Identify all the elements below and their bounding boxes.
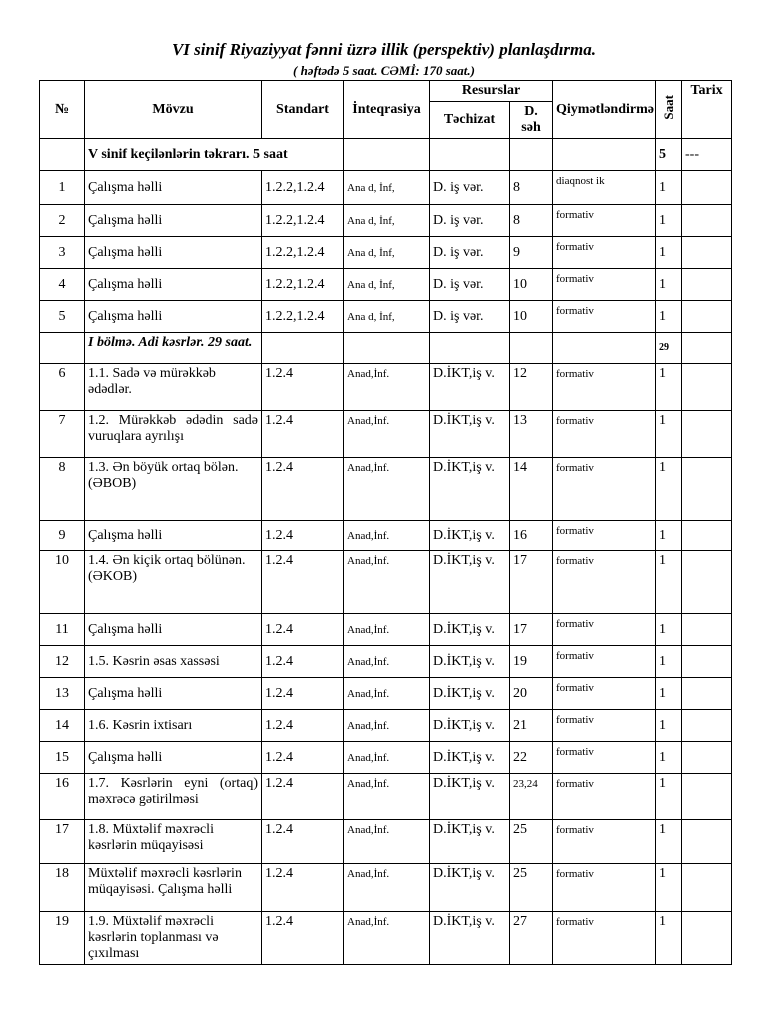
row-equipment: D.İKT,iş v.	[430, 646, 510, 678]
table-row	[40, 864, 732, 912]
row-integration: Anad,İnf.	[344, 411, 430, 458]
row-standard: 1.2.2,1.2.4	[262, 205, 344, 237]
row-date	[682, 237, 732, 269]
row-topic-text: 1.3. Ən böyük ortaq bölən.	[88, 460, 239, 475]
row-hours: 1	[656, 551, 682, 614]
table-row	[40, 646, 732, 678]
page-subtitle: ( həftədə 5 saat. CƏMİ: 170 saat.)	[293, 63, 475, 78]
row-page: 21	[510, 710, 553, 742]
row-standard: 1.2.4	[262, 364, 344, 411]
row-date	[682, 710, 732, 742]
page-title: VI sinif Riyaziyyat fənni üzrə illik (perspektiv) planlaşdırma.	[171, 40, 597, 59]
row-integration: Anad,İnf.	[344, 364, 430, 411]
header-saat	[656, 81, 682, 139]
row-standard: 1.2.4	[262, 912, 344, 965]
row-equipment: D. iş vər.	[430, 237, 510, 269]
row-number: 6	[40, 364, 85, 411]
row-number: 2	[40, 205, 85, 237]
row-hours: 1	[656, 820, 682, 864]
row-equipment: D.İKT,iş v.	[430, 364, 510, 411]
table-row	[40, 237, 732, 269]
row-hours: 1	[656, 710, 682, 742]
row-assessment: formativ	[553, 237, 656, 269]
row-equipment: D.İKT,iş v.	[430, 411, 510, 458]
row-date	[682, 678, 732, 710]
row-integration: Anad,İnf.	[344, 820, 430, 864]
row-standard: 1.2.4	[262, 710, 344, 742]
section-row-review	[40, 139, 732, 171]
row-equipment: D.İKT,iş v.	[430, 774, 510, 820]
row-date	[682, 411, 732, 458]
section-title: I bölmə. Adi kəsrlər. 29 saat.	[85, 333, 262, 364]
row-date	[682, 171, 732, 205]
table-row	[40, 269, 732, 301]
row-number: 17	[40, 820, 85, 864]
row-date	[682, 458, 732, 521]
row-hours: 1	[656, 774, 682, 820]
row-standard: 1.2.4	[262, 458, 344, 521]
row-topic: Çalışma həlli	[85, 269, 262, 301]
row-assessment: diaqnost ik	[553, 171, 656, 205]
row-assessment: formativ	[553, 820, 656, 864]
row-date	[682, 521, 732, 551]
row-hours: 1	[656, 364, 682, 411]
row-hours: 1	[656, 411, 682, 458]
row-page: 14	[510, 458, 553, 521]
row-integration: Ana d, İnf,	[344, 237, 430, 269]
row-topic: Çalışma həlli	[85, 301, 262, 333]
header-dseh-line1: D.	[524, 104, 538, 119]
row-date	[682, 269, 732, 301]
row-integration: Ana d, İnf,	[344, 205, 430, 237]
row-integration: Anad,İnf.	[344, 521, 430, 551]
row-equipment: D. iş vər.	[430, 269, 510, 301]
row-page: 17	[510, 551, 553, 614]
row-date	[682, 646, 732, 678]
row-topic-abbr: (ƏBOB)	[88, 476, 137, 491]
row-standard: 1.2.4	[262, 742, 344, 774]
row-integration: Anad,İnf.	[344, 614, 430, 646]
row-equipment: D.İKT,iş v.	[430, 551, 510, 614]
row-integration: Anad,İnf.	[344, 458, 430, 521]
row-equipment: D.İKT,iş v.	[430, 742, 510, 774]
row-integration: Anad,İnf.	[344, 864, 430, 912]
row-integration: Anad,İnf.	[344, 551, 430, 614]
row-equipment: D.İKT,iş v.	[430, 458, 510, 521]
table-row	[40, 742, 732, 774]
row-equipment: D.İKT,iş v.	[430, 912, 510, 965]
header-resurslar: Resurslar	[430, 81, 553, 102]
row-equipment: D.İKT,iş v.	[430, 864, 510, 912]
table-row	[40, 774, 732, 820]
row-topic: 1.9. Müxtəlif məxrəcli kəsrlərin toplanması və çıxılması	[85, 912, 262, 965]
row-integration: Ana d, İnf,	[344, 301, 430, 333]
row-number: 8	[40, 458, 85, 521]
row-date	[682, 551, 732, 614]
row-topic: Müxtəlif məxrəcli kəsrlərin müqayisəsi. Çalışma həlli	[85, 864, 262, 912]
table-row	[40, 912, 732, 965]
row-topic: 1.8. Müxtəlif məxrəcli kəsrlərin müqayisəsi	[85, 820, 262, 864]
row-page: 17	[510, 614, 553, 646]
row-standard: 1.2.4	[262, 411, 344, 458]
row-page: 13	[510, 411, 553, 458]
row-assessment: formativ	[553, 912, 656, 965]
row-hours: 1	[656, 614, 682, 646]
row-integration: Anad,İnf.	[344, 912, 430, 965]
row-topic: Çalışma həlli	[85, 678, 262, 710]
row-date	[682, 364, 732, 411]
row-number: 12	[40, 646, 85, 678]
row-standard: 1.2.4	[262, 774, 344, 820]
row-page: 8	[510, 205, 553, 237]
header-row-1	[40, 81, 732, 102]
row-standard: 1.2.4	[262, 521, 344, 551]
row-standard: 1.2.4	[262, 614, 344, 646]
row-equipment: D.İKT,iş v.	[430, 614, 510, 646]
section-title: V sinif keçilənlərin təkrarı. 5 saat	[85, 139, 344, 171]
table-row	[40, 614, 732, 646]
section-row-fractions	[40, 333, 732, 364]
row-page: 12	[510, 364, 553, 411]
row-number: 4	[40, 269, 85, 301]
row-hours: 1	[656, 912, 682, 965]
row-assessment: formativ	[553, 364, 656, 411]
row-page: 10	[510, 301, 553, 333]
row-integration: Ana d, İnf,	[344, 171, 430, 205]
row-assessment: formativ	[553, 710, 656, 742]
row-standard: 1.2.2,1.2.4	[262, 301, 344, 333]
section-saat: 5	[656, 139, 682, 171]
row-assessment: formativ	[553, 301, 656, 333]
table-row	[40, 678, 732, 710]
row-page: 10	[510, 269, 553, 301]
row-number: 11	[40, 614, 85, 646]
row-topic: Çalışma həlli	[85, 521, 262, 551]
row-hours: 1	[656, 458, 682, 521]
table-row	[40, 458, 732, 521]
row-page: 19	[510, 646, 553, 678]
row-assessment: formativ	[553, 458, 656, 521]
row-page: 16	[510, 521, 553, 551]
row-hours: 1	[656, 646, 682, 678]
header-movzu: Mövzu	[85, 81, 262, 139]
row-standard: 1.2.4	[262, 646, 344, 678]
row-topic: 1.1. Sadə və mürəkkəb ədədlər.	[85, 364, 262, 411]
plan-table	[39, 80, 732, 965]
row-standard: 1.2.2,1.2.4	[262, 171, 344, 205]
row-hours: 1	[656, 864, 682, 912]
row-number: 7	[40, 411, 85, 458]
row-topic: Çalışma həlli	[85, 237, 262, 269]
row-hours: 1	[656, 205, 682, 237]
row-topic: Çalışma həlli	[85, 205, 262, 237]
row-number: 9	[40, 521, 85, 551]
row-equipment: D.İKT,iş v.	[430, 678, 510, 710]
row-number: 10	[40, 551, 85, 614]
row-assessment: formativ	[553, 614, 656, 646]
row-topic: Çalışma həlli	[85, 742, 262, 774]
table-row	[40, 301, 732, 333]
table-row	[40, 411, 732, 458]
row-page: 25	[510, 820, 553, 864]
header-num: №	[40, 81, 85, 139]
row-integration: Anad,İnf.	[344, 646, 430, 678]
row-assessment: formativ	[553, 411, 656, 458]
header-standart: Standart	[262, 81, 344, 139]
header-inteqrasiya: İnteqrasiya	[344, 81, 430, 139]
row-equipment: D. iş vər.	[430, 205, 510, 237]
row-hours: 1	[656, 237, 682, 269]
row-topic-text: 1.4. Ən kiçik ortaq bölünən.	[88, 553, 246, 568]
row-number: 19	[40, 912, 85, 965]
row-number: 15	[40, 742, 85, 774]
row-date	[682, 742, 732, 774]
row-date	[682, 864, 732, 912]
row-standard: 1.2.4	[262, 820, 344, 864]
header-tarix: Tarix	[682, 81, 732, 139]
row-integration: Ana d, İnf,	[344, 269, 430, 301]
table-row	[40, 710, 732, 742]
row-assessment: formativ	[553, 205, 656, 237]
row-integration: Anad,İnf.	[344, 678, 430, 710]
header-dseh	[510, 102, 553, 139]
header-dseh-line2: səh	[521, 120, 541, 135]
row-date	[682, 205, 732, 237]
row-standard: 1.2.4	[262, 551, 344, 614]
row-integration: Anad,İnf.	[344, 710, 430, 742]
row-topic	[85, 458, 262, 521]
row-topic: Çalışma həlli	[85, 614, 262, 646]
header-qiymetlendirme: Qiymətləndirmə	[553, 81, 656, 139]
row-page: 25	[510, 864, 553, 912]
row-date	[682, 301, 732, 333]
row-topic: 1.5. Kəsrin əsas xassəsi	[85, 646, 262, 678]
row-equipment: D. iş vər.	[430, 171, 510, 205]
table-row	[40, 820, 732, 864]
header-techizat: Təchizat	[430, 102, 510, 139]
row-page: 27	[510, 912, 553, 965]
row-integration: Anad,İnf.	[344, 774, 430, 820]
row-number: 18	[40, 864, 85, 912]
table-row	[40, 521, 732, 551]
row-number: 13	[40, 678, 85, 710]
row-date	[682, 912, 732, 965]
row-date	[682, 820, 732, 864]
section-tarix: ---	[682, 139, 732, 171]
row-standard: 1.2.4	[262, 864, 344, 912]
row-equipment: D.İKT,iş v.	[430, 820, 510, 864]
row-equipment: D.İKT,iş v.	[430, 710, 510, 742]
row-page: 20	[510, 678, 553, 710]
table-row	[40, 364, 732, 411]
header-saat-label: Saat	[660, 94, 676, 120]
row-hours: 1	[656, 742, 682, 774]
row-number: 5	[40, 301, 85, 333]
row-hours: 1	[656, 269, 682, 301]
row-hours: 1	[656, 301, 682, 333]
row-assessment: formativ	[553, 864, 656, 912]
row-assessment: formativ	[553, 774, 656, 820]
row-topic	[85, 551, 262, 614]
row-page: 22	[510, 742, 553, 774]
row-equipment: D.İKT,iş v.	[430, 521, 510, 551]
section-saat: 29	[656, 333, 682, 364]
row-topic: Çalışma həlli	[85, 171, 262, 205]
row-assessment: formativ	[553, 551, 656, 614]
row-standard: 1.2.2,1.2.4	[262, 237, 344, 269]
row-number: 1	[40, 171, 85, 205]
row-equipment: D. iş vər.	[430, 301, 510, 333]
row-assessment: formativ	[553, 521, 656, 551]
row-number: 16	[40, 774, 85, 820]
row-date	[682, 774, 732, 820]
row-hours: 1	[656, 678, 682, 710]
row-topic-abbr: (ƏKOB)	[88, 569, 137, 584]
table-row	[40, 171, 732, 205]
row-integration: Anad,İnf.	[344, 742, 430, 774]
table-row	[40, 551, 732, 614]
row-assessment: formativ	[553, 646, 656, 678]
row-number: 3	[40, 237, 85, 269]
table-row	[40, 205, 732, 237]
row-standard: 1.2.4	[262, 678, 344, 710]
row-assessment: formativ	[553, 269, 656, 301]
row-topic: 1.2. Mürəkkəb ədədin sadə vuruqlara ayrılışı	[85, 411, 262, 458]
row-date	[682, 614, 732, 646]
row-page: 23,24	[510, 774, 553, 820]
row-standard: 1.2.2,1.2.4	[262, 269, 344, 301]
row-number: 14	[40, 710, 85, 742]
row-page: 9	[510, 237, 553, 269]
row-topic: 1.7. Kəsrlərin eyni (ortaq) məxrəcə gətirilməsi	[85, 774, 262, 820]
row-hours: 1	[656, 521, 682, 551]
row-assessment: formativ	[553, 678, 656, 710]
row-topic: 1.6. Kəsrin ixtisarı	[85, 710, 262, 742]
row-page: 8	[510, 171, 553, 205]
row-assessment: formativ	[553, 742, 656, 774]
row-hours: 1	[656, 171, 682, 205]
